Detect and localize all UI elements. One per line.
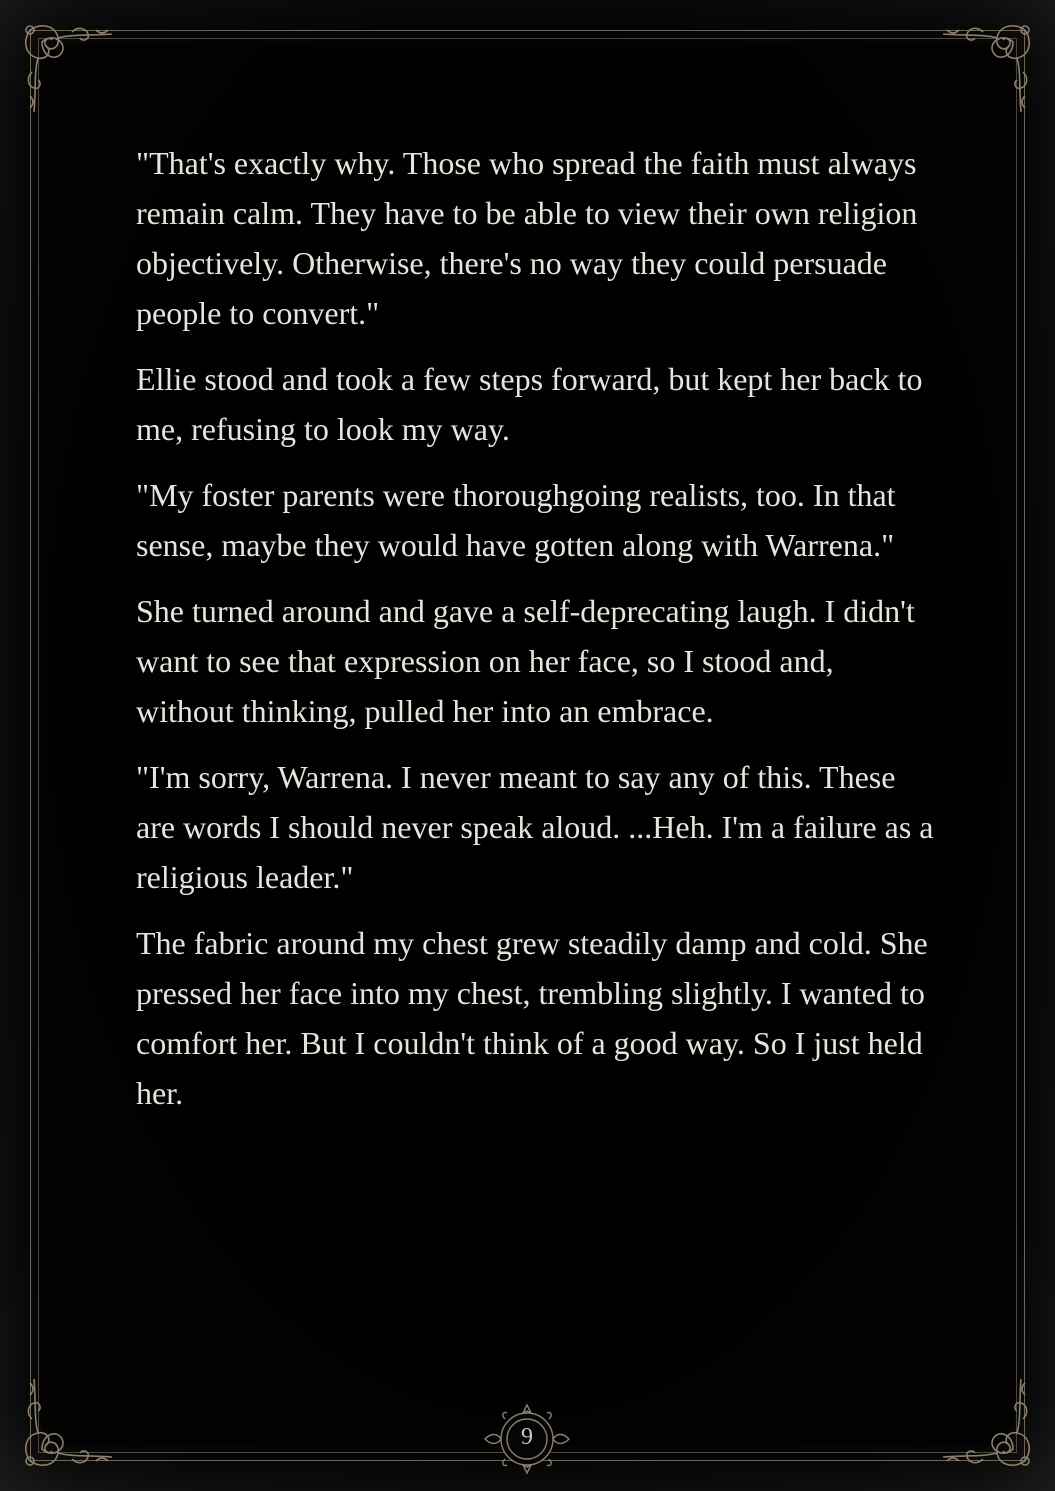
page-number-badge — [477, 1395, 577, 1483]
paragraph: She turned around and gave a self-deprecating laugh. I didn't want to see that expression on her face, so I stood and, without thinking, pulled her into an embrace. — [136, 593, 915, 729]
body-text — [136, 138, 936, 1134]
filigree-corner-icon — [933, 1369, 1043, 1479]
paragraph: The fabric around my chest grew steadily damp and cold. She pressed her face into my chest, trembling slightly. I wanted to comfort her. But I couldn't think of a good way. So I just held her. — [136, 925, 928, 1111]
filigree-corner-icon — [12, 12, 122, 122]
paragraph: "My foster parents were thoroughgoing realists, too. In that sense, maybe they would have gotten along with Warrena." — [136, 477, 896, 563]
filigree-corner-icon — [12, 1369, 122, 1479]
page-number: 9 — [521, 1424, 533, 1450]
paragraph: "I'm sorry, Warrena. I never meant to say any of this. These are words I should never speak aloud. ...Heh. I'm a failure as a religious leader." — [136, 759, 934, 895]
paragraph: Ellie stood and took a few steps forward, but kept her back to me, refusing to look my way. — [136, 361, 923, 447]
filigree-corner-icon — [933, 12, 1043, 122]
paragraph: "That's exactly why. Those who spread the faith must always remain calm. They have to be able to view their own religion objectively. Otherwise, there's no way they could persuade people to convert." — [136, 145, 918, 331]
